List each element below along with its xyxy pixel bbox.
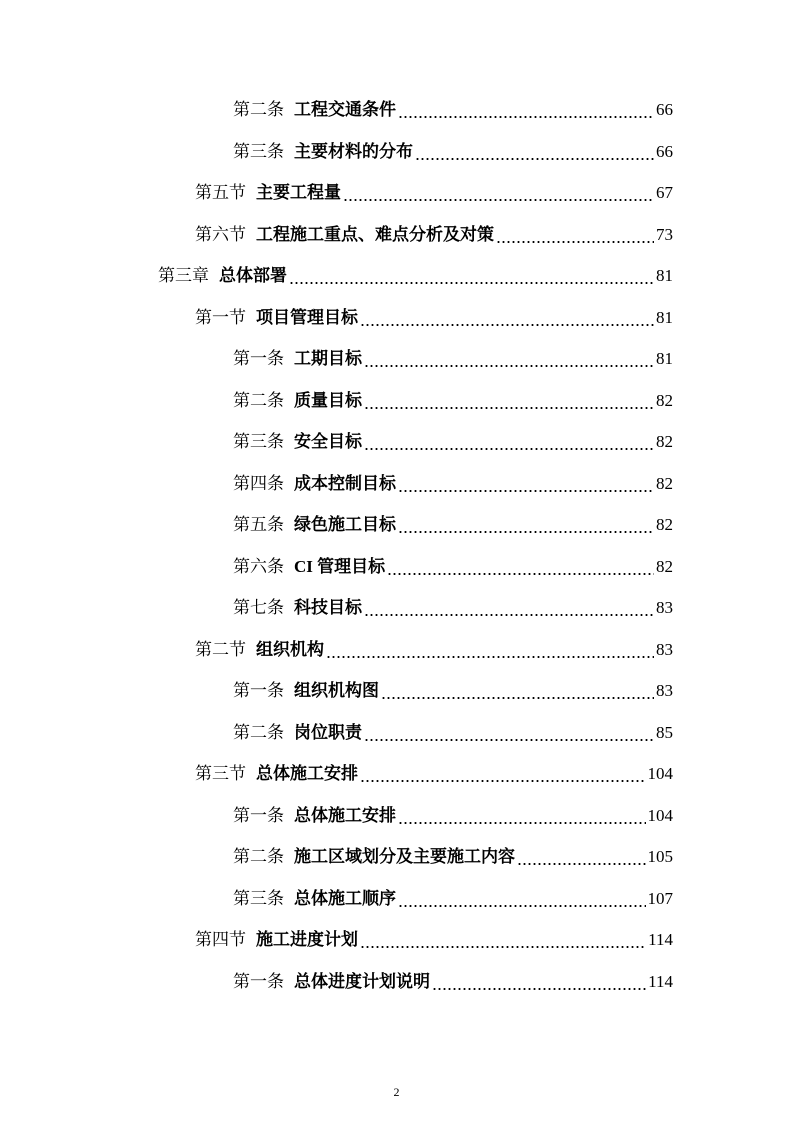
toc-entry[interactable] — [233, 99, 673, 121]
dot-leader — [496, 224, 654, 246]
toc-entry-number: 第二条 — [233, 723, 284, 742]
toc-entry[interactable] — [233, 971, 673, 993]
toc-entry-title: 绿色施工目标 — [294, 515, 396, 534]
dot-leader — [517, 846, 646, 868]
toc-entry-title: 项目管理目标 — [256, 308, 358, 327]
toc-entry-number: 第二条 — [233, 391, 284, 410]
toc-entry[interactable] — [233, 431, 673, 453]
toc-entry-number: 第一条 — [233, 681, 284, 700]
toc-entry-page: 66 — [656, 142, 673, 161]
toc-entry-title: 总体施工顺序 — [294, 889, 396, 908]
toc-entry-page: 82 — [656, 432, 673, 451]
toc-entry[interactable] — [233, 390, 673, 412]
dot-leader — [360, 929, 646, 951]
toc-entry[interactable] — [195, 929, 673, 951]
toc-entry-number: 第五节 — [195, 183, 246, 202]
toc-entry-page: 82 — [656, 391, 673, 410]
toc-entry-number: 第一条 — [233, 972, 284, 991]
toc-entry-page: 82 — [656, 515, 673, 534]
toc-entry-number: 第六条 — [233, 557, 284, 576]
dot-leader — [326, 639, 654, 661]
dot-leader — [398, 99, 654, 121]
toc-entry-title: 工期目标 — [294, 349, 362, 368]
dot-leader — [381, 680, 654, 702]
toc-entry-title: 总体施工安排 — [256, 764, 358, 783]
toc-entry[interactable] — [158, 265, 673, 287]
toc-entry-page: 104 — [647, 806, 673, 825]
toc-entry[interactable] — [195, 639, 673, 661]
toc-entry[interactable] — [233, 680, 673, 702]
toc-entry[interactable] — [195, 182, 673, 204]
toc-entry-page: 81 — [656, 349, 673, 368]
toc-entry-title: 施工进度计划 — [256, 930, 358, 949]
toc-entry-title: 施工区域划分及主要施工内容 — [294, 847, 515, 866]
toc-entry-number: 第三条 — [233, 889, 284, 908]
toc-entry[interactable] — [233, 888, 673, 910]
toc-entry-number: 第三条 — [233, 142, 284, 161]
toc-entry-page: 81 — [656, 308, 673, 327]
toc-entry-page: 104 — [647, 764, 673, 783]
toc-entry-title: 总体施工安排 — [294, 806, 396, 825]
toc-entry-page: 83 — [656, 640, 673, 659]
toc-entry[interactable] — [233, 556, 673, 578]
toc-entry-page: 107 — [647, 889, 673, 908]
dot-leader — [398, 805, 646, 827]
toc-entry-title: 岗位职责 — [294, 723, 362, 742]
toc-entry-number: 第二条 — [233, 847, 284, 866]
toc-entry-title: 工程施工重点、难点分析及对策 — [256, 225, 494, 244]
toc-entry-page: 83 — [656, 681, 673, 700]
toc-entry-number: 第五条 — [233, 515, 284, 534]
toc-entry-number: 第三条 — [233, 432, 284, 451]
toc-entry[interactable] — [195, 307, 673, 329]
dot-leader — [415, 141, 654, 163]
toc-entry-number: 第一条 — [233, 349, 284, 368]
toc-entry-page: 81 — [656, 266, 673, 285]
dot-leader — [343, 182, 654, 204]
toc-entry-title: CI 管理目标 — [294, 557, 386, 576]
toc-entry[interactable] — [233, 846, 673, 868]
toc-entry-title: 科技目标 — [294, 598, 362, 617]
dot-leader — [398, 514, 654, 536]
dot-leader — [364, 597, 654, 619]
toc-entry-title: 总体进度计划说明 — [294, 972, 430, 991]
toc-entry-title: 组织机构图 — [294, 681, 379, 700]
toc-entry-page: 83 — [656, 598, 673, 617]
dot-leader — [364, 431, 654, 453]
toc-entry[interactable] — [233, 597, 673, 619]
toc-entry-number: 第四条 — [233, 474, 284, 493]
toc-entry-title: 工程交通条件 — [294, 100, 396, 119]
toc-entry-title: 安全目标 — [294, 432, 362, 451]
toc-entry-number: 第六节 — [195, 225, 246, 244]
toc-entry-number: 第七条 — [233, 598, 284, 617]
toc-entry-number: 第一条 — [233, 806, 284, 825]
toc-entry-page: 66 — [656, 100, 673, 119]
toc-entry-page: 85 — [656, 723, 673, 742]
dot-leader — [364, 348, 654, 370]
toc-entry[interactable] — [233, 805, 673, 827]
dot-leader — [387, 556, 654, 578]
toc-entry[interactable] — [233, 514, 673, 536]
page-number: 2 — [393, 1085, 400, 1099]
toc-entry-number: 第一节 — [195, 308, 246, 327]
toc-entry-page: 114 — [648, 972, 673, 991]
toc-entry-title: 质量目标 — [294, 391, 362, 410]
toc-entry-title: 总体部署 — [219, 266, 287, 285]
toc-entry-page: 67 — [656, 183, 673, 202]
dot-leader — [398, 888, 646, 910]
dot-leader — [398, 473, 654, 495]
toc-entry-title: 主要材料的分布 — [294, 142, 413, 161]
toc-entry-page: 114 — [648, 930, 673, 949]
toc-entry-number: 第二节 — [195, 640, 246, 659]
toc-entry[interactable] — [233, 348, 673, 370]
dot-leader — [360, 763, 646, 785]
toc-entry[interactable] — [233, 722, 673, 744]
toc-entry-number: 第四节 — [195, 930, 246, 949]
toc-entry[interactable] — [195, 763, 673, 785]
dot-leader — [360, 307, 654, 329]
dot-leader — [432, 971, 646, 993]
toc-entry[interactable] — [195, 224, 673, 246]
toc-entry-number: 第三章 — [158, 266, 209, 285]
toc-entry[interactable] — [233, 473, 673, 495]
toc-entry-page: 82 — [656, 474, 673, 493]
toc-entry-page: 82 — [656, 557, 673, 576]
toc-entry-number: 第二条 — [233, 100, 284, 119]
dot-leader — [364, 390, 654, 412]
toc-entry-page: 105 — [647, 847, 673, 866]
toc-entry-title: 主要工程量 — [256, 183, 341, 202]
toc-entry-title: 组织机构 — [256, 640, 324, 659]
toc-entry[interactable] — [233, 141, 673, 163]
dot-leader — [364, 722, 654, 744]
toc-entry-page: 73 — [656, 225, 673, 244]
dot-leader — [289, 265, 654, 287]
toc-entry-number: 第三节 — [195, 764, 246, 783]
toc-entry-title: 成本控制目标 — [294, 474, 396, 493]
